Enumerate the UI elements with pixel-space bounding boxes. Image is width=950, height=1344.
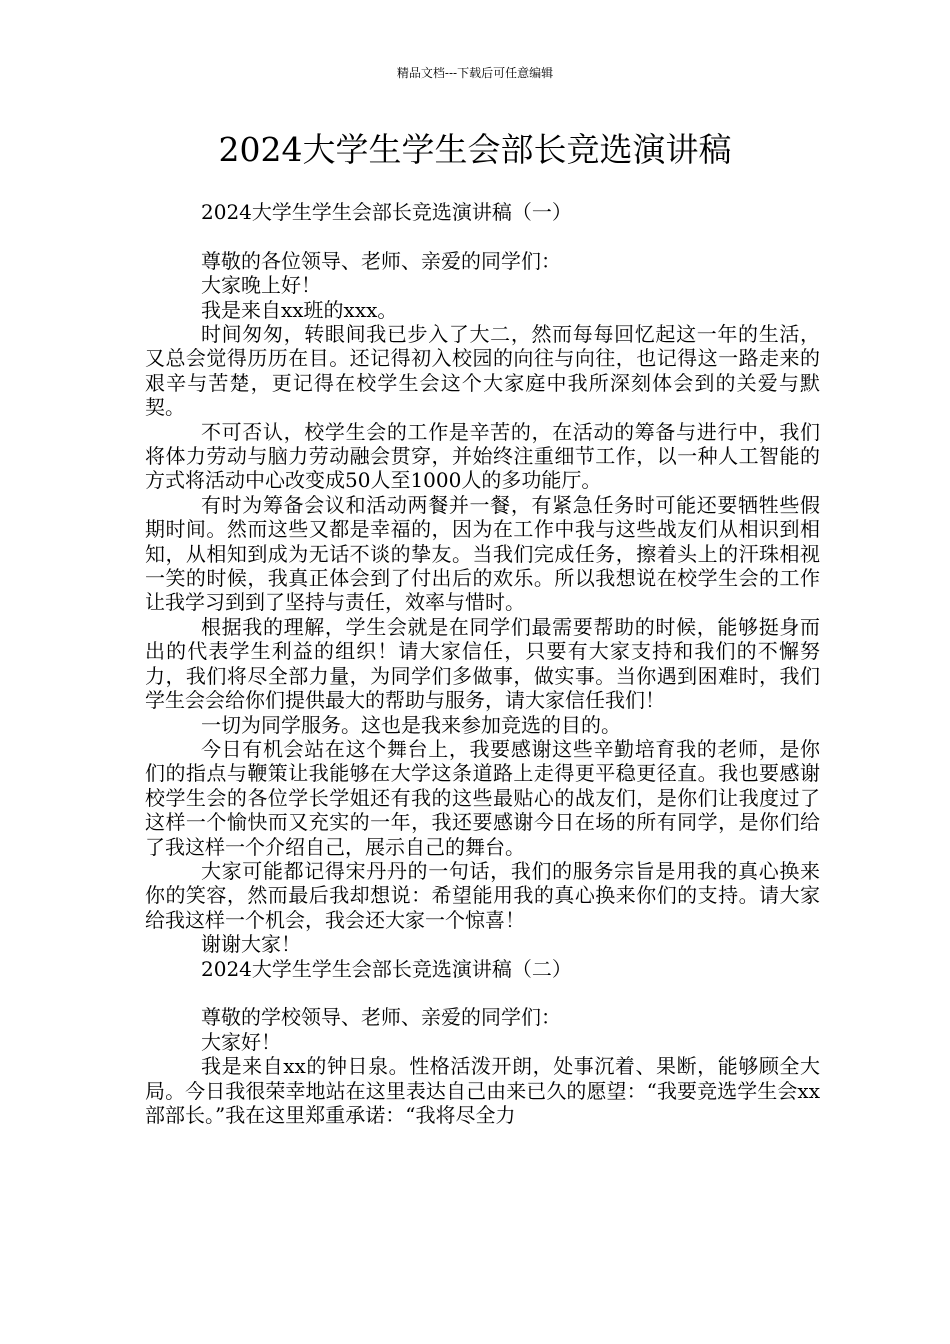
paragraph: 今日有机会站在这个舞台上，我要感谢这些辛勤培育我的老师，是你们的指点与鞭策让我能够在大学这条道路上走得更平稳更径直。我也要感谢校学生会的各位学长学姐还有我的这些最贴心的战友们，是你们让我度过了这样一个愉快而又充实的一年，我还要感谢今日在场的所有同学，是你们给了我这样一个介绍自己，展示自己的舞台。 (145, 736, 820, 859)
paragraph: 时间匆匆，转眼间我已步入了大二，然而每每回忆起这一年的生活，又总会觉得历历在目。还记得初入校园的向往与向往，也记得这一路走来的艰辛与苦楚，更记得在校学生会这个大家庭中我所深刻体会到的关爱与默契。 (145, 322, 820, 420)
document-body (145, 200, 820, 1127)
paragraph: 一切为同学服务。这也是我来参加竞选的目的。 (201, 712, 621, 737)
paragraph: 大家晚上好！ (201, 273, 321, 298)
page-header: 精品文档---下载后可任意编辑 (396, 66, 554, 80)
paragraph: 不可否认，校学生会的工作是辛苦的，在活动的筹备与进行中，我们将体力劳动与脑力劳动融会贯穿，并始终注重细节工作，以一种人工智能的方式将活动中心改变成50人至1000人的多功能厅。 (145, 419, 820, 493)
paragraph: 根据我的理解，学生会就是在同学们最需要帮助的时候，能够挺身而出的代表学生利益的组织！请大家信任，只要有大家支持和我们的不懈努力，我们将尽全部力量，为同学们多做事，做实事。当你遇到困难时，我们学生会会给你们提供最大的帮助与服务，请大家信任我们！ (145, 614, 820, 713)
paragraph: 我是来自xx的钟日泉。性格活泼开朗，处事沉着、果断，能够顾全大局。今日我很荣幸地站在这里表达自己由来已久的愿望：“我要竞选学生会xx部部长。”我在这里郑重承诺：“我将尽全力 (145, 1054, 820, 1127)
paragraph: 大家可能都记得宋丹丹的一句话，我们的服务宗旨是用我的真心换来你的笑容，然而最后我却想说：希望能用我的真心换来你们的支持。请大家给我这样一个机会，我会还大家一个惊喜！ (145, 858, 820, 932)
paragraph: 尊敬的各位领导、老师、亲爱的同学们： (201, 248, 561, 273)
paragraph: 尊敬的学校领导、老师、亲爱的同学们： (201, 1005, 561, 1030)
document-title: 2024大学生学生会部长竞选演讲稿 (218, 130, 732, 169)
section-subtitle: 2024大学生学生会部长竞选演讲稿（一） (201, 200, 572, 224)
paragraph: 大家好！ (201, 1029, 281, 1054)
paragraph: 我是来自xx班的xxx。 (201, 297, 398, 322)
paragraph: 有时为筹备会议和活动两餐并一餐，有紧急任务时可能还要牺牲些假期时间。然而这些又都是幸福的，因为在工作中我与这些战友们从相识到相知，从相知到成为无话不谈的挚友。当我们完成任务，擦着头上的汗珠相视一笑的时候，我真正体会到了付出后的欢乐。所以我想说在校学生会的工作让我学习到到了坚持与责任，效率与惜时。 (145, 492, 820, 615)
section-subtitle: 2024大学生学生会部长竞选演讲稿（二） (201, 956, 572, 981)
paragraph: 谢谢大家！ (201, 932, 301, 957)
